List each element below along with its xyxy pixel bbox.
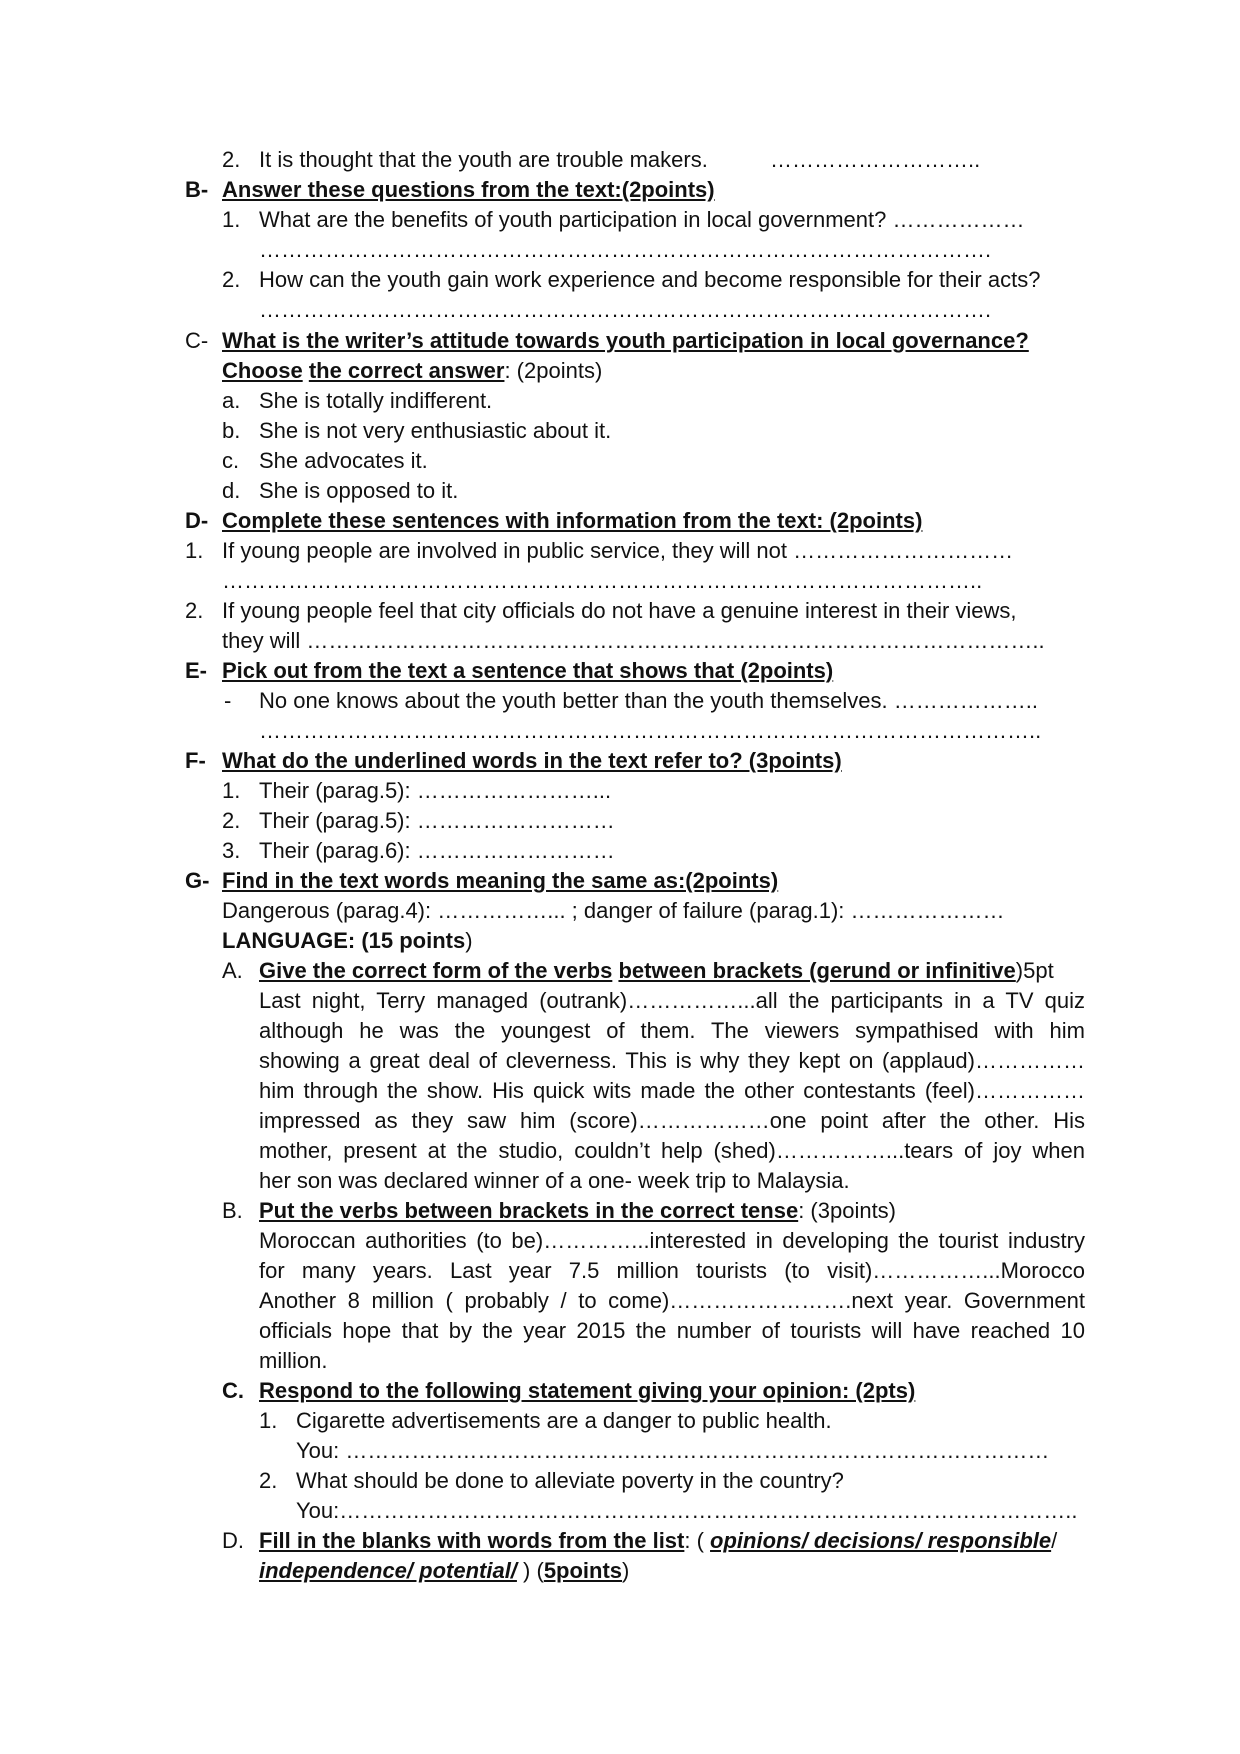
section-f-label: F- <box>185 748 206 773</box>
f-item-text: Their (parag.5): ……………………... <box>259 778 612 803</box>
top-item-text: It is thought that the youth are trouble makers. <box>259 147 708 172</box>
d-s1-number: 1. <box>185 538 204 563</box>
section-c-heading: What is the writer’s attitude towards youth participation in local governance? <box>222 328 1029 353</box>
lang-c-heading: Respond to the following statement giving your opinion: (2pts) <box>259 1378 916 1403</box>
language-close: ) <box>465 928 473 953</box>
lang-a-points: )5pt <box>1015 958 1054 983</box>
lang-c-q2-you: You:……………………………………………………………………………………….. <box>296 1498 1078 1523</box>
g-line: Dangerous (parag.4): ……………... ; danger of failure (parag.1): ………………… <box>222 898 1005 923</box>
section-d-heading: Complete these sentences with information from the text: (2points) <box>222 508 923 533</box>
lang-a-line: impressed as they saw him (score)………………one point after the other. His <box>259 1108 1085 1133</box>
option-letter: b. <box>222 418 241 443</box>
f-item-number: 2. <box>222 808 241 833</box>
top-item-number: 2. <box>222 147 241 172</box>
section-e-heading: Pick out from the text a sentence that shows that (2points) <box>222 658 834 683</box>
b-q2-blank: ………………………………………………………………………………………. <box>259 297 992 322</box>
word-list-part2: independence/ potential/ <box>259 1558 517 1583</box>
b-q1-blank: ………………………………………………………………………………………. <box>259 237 992 262</box>
lang-b-last-line: million. <box>259 1348 328 1373</box>
f-item-text: Their (parag.5): ……………………… <box>259 808 615 833</box>
lang-c-label: C. <box>222 1378 244 1403</box>
lang-d-label: D. <box>222 1528 244 1553</box>
lang-c-q2-text: What should be done to alleviate poverty in the country? <box>296 1468 844 1493</box>
d-s2-continuation: they will ……………………………………………………………………………………….. <box>222 628 1045 653</box>
option-text: She is totally indifferent. <box>259 388 493 413</box>
lang-b-heading: Put the verbs between brackets in the correct tense <box>259 1198 799 1223</box>
lang-b-line: Moroccan authorities (to be)…………...interested in developing the tourist industry <box>259 1228 1085 1253</box>
lang-d-end: ) <box>622 1558 630 1583</box>
option-letter: c. <box>222 448 240 473</box>
lang-b-label: B. <box>222 1198 243 1223</box>
lang-a-line: showing a great deal of cleverness. This is why they kept on (applaud)…………… <box>259 1048 1085 1073</box>
b-q2-number: 2. <box>222 267 241 292</box>
lang-d-heading-line <box>259 1526 1057 1556</box>
lang-b-line: Another 8 million ( probably / to come)…………………….next year. Government <box>259 1288 1085 1313</box>
section-b-heading: Answer these questions from the text:(2points) <box>222 177 715 202</box>
language-heading <box>222 926 473 956</box>
lang-a-label: A. <box>222 958 243 983</box>
word-list-slash: / <box>1051 1528 1058 1553</box>
lang-a-heading-part2: between brackets (gerund or infinitive <box>618 958 1016 983</box>
d-s1-text: If young people are involved in public service, they will not ………………………… <box>222 538 1014 563</box>
lang-d-continuation <box>259 1556 629 1586</box>
section-c-label: C- <box>185 328 209 353</box>
section-e-label: E- <box>185 658 207 683</box>
lang-d-close: ) ( <box>516 1558 544 1583</box>
d-s2-text: If young people feel that city officials do not have a genuine interest in their views, <box>222 598 1017 623</box>
e-text: No one knows about the youth better than the youth themselves. ……………….. <box>259 688 1038 713</box>
section-f-heading: What do the underlined words in the text refer to? (3points) <box>222 748 842 773</box>
lang-d-open: : ( <box>684 1528 711 1553</box>
option-text: She is not very enthusiastic about it. <box>259 418 612 443</box>
section-g-heading: Find in the text words meaning the same as:(2points) <box>222 868 779 893</box>
correct-answer-phrase: the correct answer <box>308 358 505 383</box>
lang-d-heading: Fill in the blanks with words from the list <box>259 1528 685 1553</box>
section-c-points: : (2points) <box>504 358 603 383</box>
option-text: She is opposed to it. <box>259 478 459 503</box>
d-s2-number: 2. <box>185 598 204 623</box>
option-letter: d. <box>222 478 241 503</box>
lang-b-line: officials hope that by the year 2015 the number of tourists will have reached 10 <box>259 1318 1085 1343</box>
section-g-label: G- <box>185 868 210 893</box>
e-blank: …………………………………………………………………………………………….. <box>259 718 1042 743</box>
lang-a-last-line: her son was declared winner of a one- week trip to Malaysia. <box>259 1168 850 1193</box>
b-q1-text: What are the benefits of youth participation in local government? ……………… <box>259 207 1025 232</box>
section-d-label: D- <box>185 508 209 533</box>
word-list-part1: opinions/ decisions/ responsible <box>710 1528 1052 1553</box>
b-q2-text: How can the youth gain work experience and become responsible for their acts? <box>259 267 1041 292</box>
lang-a-line: although he was the youngest of them. The viewers sympathised with him <box>259 1018 1085 1043</box>
lang-b-points: : (3points) <box>798 1198 897 1223</box>
lang-a-heading-part1: Give the correct form of the verbs <box>259 958 613 983</box>
lang-a-line: Last night, Terry managed (outrank)……………...all the participants in a TV quiz <box>259 988 1085 1013</box>
f-item-number: 3. <box>222 838 241 863</box>
lang-a-line: him through the show. His quick wits made the other contestants (feel)…………… <box>259 1078 1085 1103</box>
e-dash: - <box>224 688 232 713</box>
d-s1-blank: ………………………………………………………………………………………….. <box>222 568 983 593</box>
b-q1-number: 1. <box>222 207 241 232</box>
lang-a-line: mother, present at the studio, couldn’t help (shed)……………...tears of joy when <box>259 1138 1085 1163</box>
lang-a-heading <box>259 956 1054 986</box>
lang-c-q1-text: Cigarette advertisements are a danger to public health. <box>296 1408 832 1433</box>
f-item-text: Their (parag.6): ……………………… <box>259 838 615 863</box>
lang-d-points: 5points <box>543 1558 623 1583</box>
section-b-label: B- <box>185 177 209 202</box>
lang-c-q1-you: You: …………………………………………………………………………………… <box>296 1438 1050 1463</box>
choose-word: Choose <box>222 358 303 383</box>
option-text: She advocates it. <box>259 448 428 473</box>
language-title: LANGUAGE: (15 points <box>222 928 466 953</box>
lang-c-q2-number: 2. <box>259 1468 278 1493</box>
f-item-number: 1. <box>222 778 241 803</box>
top-item-blank: ……………………….. <box>770 147 981 172</box>
lang-b-line: for many years. Last year 7.5 million tourists (to visit)……………...Morocco <box>259 1258 1085 1283</box>
lang-b-heading-line <box>259 1196 896 1226</box>
option-letter: a. <box>222 388 241 413</box>
section-c-instruction <box>222 356 602 386</box>
lang-c-q1-number: 1. <box>259 1408 278 1433</box>
